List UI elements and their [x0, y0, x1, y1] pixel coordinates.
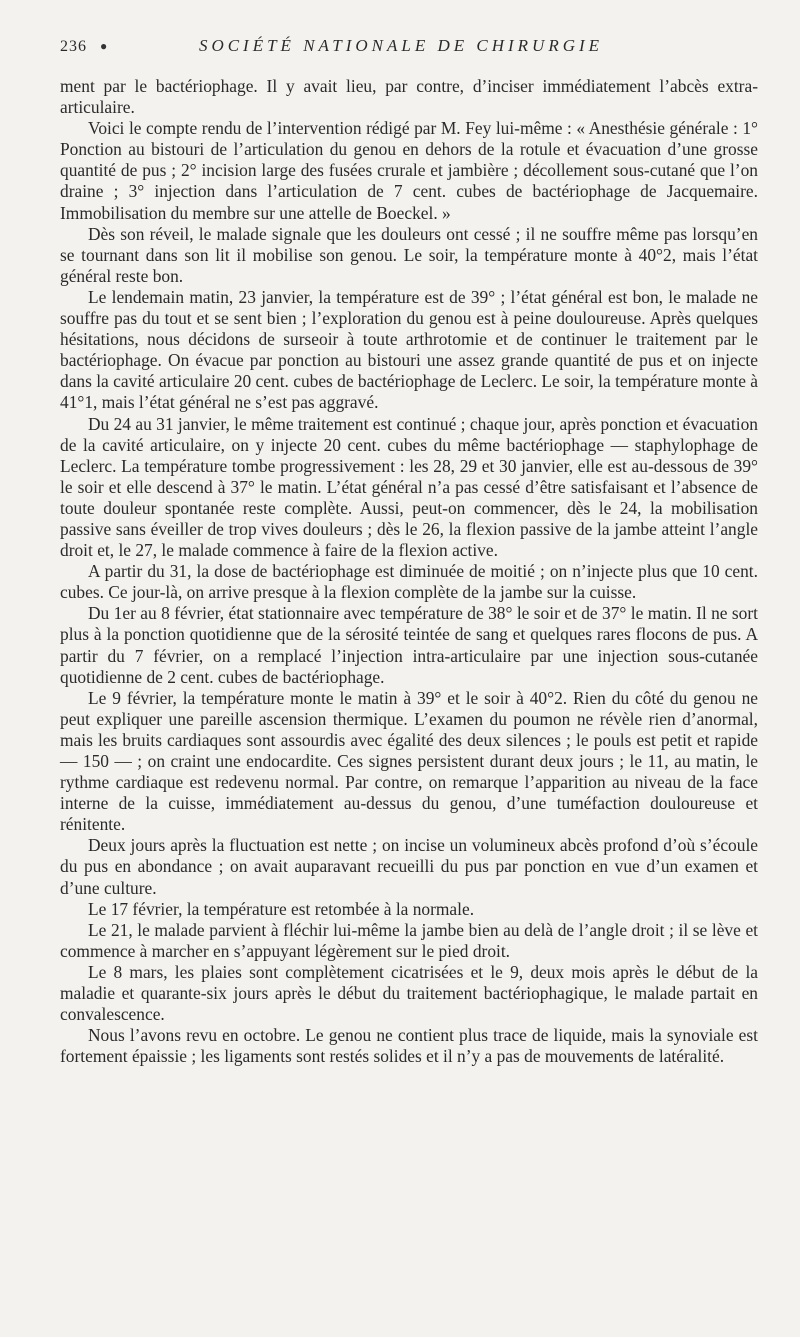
paragraph: A partir du 31, la dose de bactériophage est diminuée de moitié ; on n’injecte plus que 10 cent. cubes. Ce jour-là, on arrive presque à la flexion complète de la jambe sur la cuisse. — [60, 561, 758, 603]
article-body — [60, 76, 758, 1067]
paragraph: Du 1er au 8 février, état stationnaire avec température de 38° le soir et de 37° le matin. Il ne sort plus à la ponction quotidienne que de la sérosité teintée de sang et quelques rares flocons de pus. A partir du 7 février, on a remplacé l’injection intra-articulaire par une injection sous-cutanée quotidienne de 2 cent. cubes de bactériophage. — [60, 603, 758, 687]
running-head: SOCIÉTÉ NATIONALE DE CHIRURGIE — [198, 36, 604, 55]
paragraph: Le 9 février, la température monte le matin à 39° et le soir à 40°2. Rien du côté du genou ne peut expliquer une pareille ascension thermique. L’examen du poumon ne révèle rien d’anormal, mais les bruits cardiaques sont assourdis avec égalité des deux silences ; le pouls est petit et rapide — 150 — ; on craint une endocardite. Ces signes persistent durant deux jours ; le 11, au matin, le rythme cardiaque est redevenu normal. Par contre, on remarque l’apparition au niveau de la face interne de la cuisse, immédiatement au-dessus du genou, d’une tuméfaction douloureuse et rénitente. — [60, 687, 758, 835]
page-header — [60, 36, 748, 62]
paragraph: Nous l’avons revu en octobre. Le genou ne contient plus trace de liquide, mais la synoviale est fortement épaissie ; les ligaments sont restés solides et il n’y a pas de mouvements de latéralité. — [60, 1025, 758, 1067]
ornament-dot-icon: ● — [100, 39, 108, 53]
paragraph: Deux jours après la fluctuation est nette ; on incise un volumineux abcès profond d’où s’écoule du pus en abondance ; on avait auparavant recueilli du pus par ponction en vue d’un examen et d’une culture. — [60, 835, 758, 898]
paragraph: Le 17 février, la température est retombée à la normale. — [88, 898, 475, 919]
paragraph: Dès son réveil, le malade signale que les douleurs ont cessé ; il ne souffre même pas lorsqu’en se tournant dans son lit il mobilise son genou. Le soir, la température monte à 40°2, mais l’état général reste bon. — [60, 223, 758, 286]
page-number: 236 — [60, 38, 87, 55]
paragraph: Voici le compte rendu de l’intervention rédigé par M. Fey lui-même : « Anesthésie générale : 1° Ponction au bistouri de l’articulation du genou en dehors de la rotule et évacuation d’une grosse quantité de pus ; 2° incision large des fusées crurale et jambière ; décollement sous-cutané que l’on draine ; 3° injection dans l’articulation de 7 cent. cubes de bactériophage de Jacquemaire. Immobilisation du membre sur une attelle de Boeckel. » — [60, 118, 758, 223]
paragraph: Du 24 au 31 janvier, le même traitement est continué ; chaque jour, après ponction et évacuation de la cavité articulaire, on y injecte 20 cent. cubes du même bactériophage — staphylophage de Leclerc. La température tombe progressivement : les 28, 29 et 30 janvier, elle est au-dessous de 39° le soir et elle descend à 37° le matin. L’état général n’a pas cessé d’être satisfaisant et l’absence de toute douleur spontanée reste complète. Aussi, peut-on commencer, dès le 24, la mobilisation passive sans éveiller de trop vives douleurs ; dès le 26, la flexion passive de la jambe atteint l’angle droit et, le 27, le malade commence à faire de la flexion active. — [60, 413, 758, 561]
paragraph: Le 8 mars, les plaies sont complètement cicatrisées et le 9, deux mois après le début de la maladie et quarante-six jours après le début du traitement bactériophagique, le malade partait en convalescence. — [60, 961, 758, 1025]
paragraph: Le 21, le malade parvient à fléchir lui-même la jambe bien au delà de l’angle droit ; il se lève et commence à marcher en s’appuyant légèrement sur le pied droit. — [60, 919, 758, 961]
paragraph-continuation: ment par le bactériophage. Il y avait lieu, par contre, d’inciser immédiatement l’abcès extra-articulaire. — [60, 76, 758, 118]
paragraph: Le lendemain matin, 23 janvier, la température est de 39° ; l’état général est bon, le malade ne souffre pas du tout et se sent bien ; l’exploration du genou est à peine douloureuse. Après quelques hésitations, nous décidons de surseoir à toute arthrotomie et de continuer le traitement par le bactériophage. On évacue par ponction au bistouri une assez grande quantité de pus et on injecte dans la cavité articulaire 20 cent. cubes de bactériophage de Leclerc. Le soir, la température monte à 41°1, mais l’état général ne s’est pas aggravé. — [60, 286, 758, 413]
